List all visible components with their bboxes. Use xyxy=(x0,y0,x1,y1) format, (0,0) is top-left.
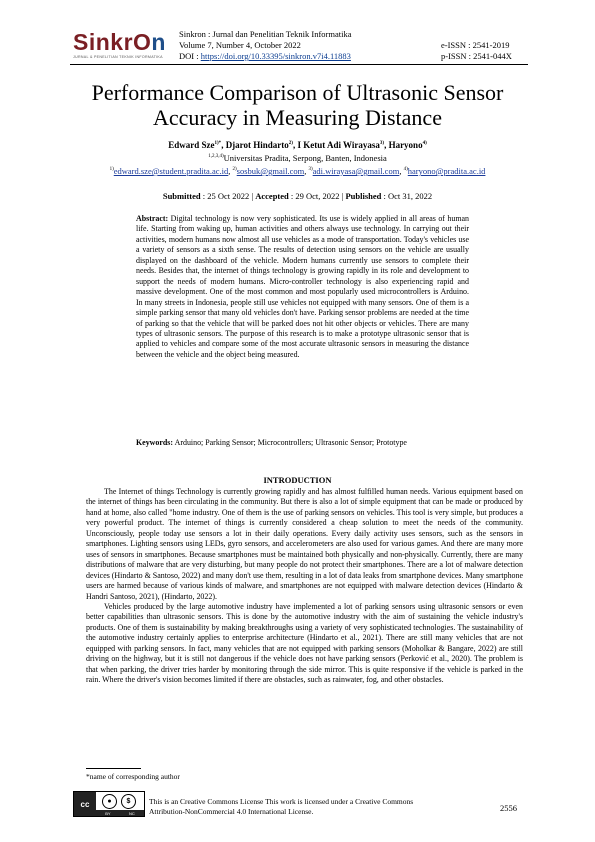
abstract xyxy=(136,214,469,360)
abstract-label: Abstract: xyxy=(136,214,169,223)
journal-name: Sinkron : Jurnal dan Penelitian Teknik Informatika xyxy=(179,29,352,39)
by-icon: ● xyxy=(102,794,117,809)
affiliation: $^{1,2,3,4)}$Universitas Pradita, Serpong, Banten, Indonesia xyxy=(208,153,387,163)
author-emails: $^{1)}$edward.sze@student.pradita.ac.id, $^{2)}$sosbuk@gmail.com, $^{3)}$adi.wirayasa@gmail.com, $^{4)}$haryono@pradita.ac.id xyxy=(109,166,486,176)
journal-doi: DOI : https://doi.org/10.33395/sinkron.v7i4.11883 xyxy=(179,51,351,61)
author-list: Edward Sze$^{1)*}$, Djarot Hindarto$^{2)}$, I Ketut Adi Wirayasa$^{3)}$, Haryono$^{4)}$ xyxy=(168,140,427,150)
email-link[interactable]: edward.sze@student.pradita.ac.id xyxy=(113,166,229,176)
journal-logo: SinkrOn xyxy=(73,29,166,55)
submission-dates: Submitted : 25 Oct 2022 | Accepted : 29 Oct, 2022 | Published : Oct 31, 2022 xyxy=(162,191,433,201)
nc-icon: $ xyxy=(121,794,136,809)
author: Haryono xyxy=(388,140,423,150)
footnote-rule xyxy=(86,768,141,769)
cc-badge: cc xyxy=(74,792,96,816)
keywords xyxy=(136,438,469,448)
author: I Ketut Adi Wirayasa xyxy=(297,140,380,150)
eissn: e-ISSN : 2541-2019 xyxy=(441,40,510,50)
author: Edward Sze xyxy=(168,140,215,150)
paragraph: The Internet of things Technology is currently growing rapidly and has almost fulfilled human needs. Various equipment based on the internet of things has been circulating in the community. But there is also a lot of simple equipment that can be made or produced by hand at home, also called "home industry. One of them is the use of parking sensors on vehicles. This tool is very simple, but produces a very powerful product. The internet of things is currently considered a cheap solution to meet the needs of the community. Unconsciously, people today use sensors a lot in their daily operations. Every daily activity uses sensors, such as the sensors in smartphones. Lighting sensors using LEDs, gyro sensors, and accelerometers are also used for various games. And there are many more uses of sensors in smartphones. Because smartphones must be maintained both physically and non-physically. Currently, there are many distributions of malware that are very disturbing, but many people do not protect their smartphones. There are a lot of malware detection devices (Hindarto & Santoso, 2022) and many don't use them, resulting in a lot of data leaks from smartphone devices. Many smartphone users are harmed because of various kinds of malware, and smartphones are not equipped with malware detection devices (Hindarto & Handri Santoso, 2021), (Hindarto, 2022). xyxy=(86,487,524,601)
pissn: p-ISSN : 2541-044X xyxy=(441,51,512,61)
section-heading: INTRODUCTION xyxy=(263,475,332,485)
email-link[interactable]: adi.wirayasa@gmail.com xyxy=(312,166,400,176)
cc-license-icon xyxy=(73,791,145,817)
footnote: *name of corresponding author xyxy=(86,772,180,781)
cc-bar: BY NC xyxy=(96,810,144,816)
email-link[interactable]: haryono@pradita.ac.id xyxy=(407,166,486,176)
abstract-text: Digital technology is now very sophisticated. Its use is widely applied in all areas of human life. Starting from waking up, human activities and others always use technology. In carrying out their activities, modern humans now almost all use vehicles as a mode of transportation. Today's vehicles use a variety of sensors as a sixth sense. The results of detection using sensors on the vehicle are usually displayed on the dashboard of the vehicle. Modern humans currently use sensors to complete their needs. Besides that, the internet of things technology is growing rapidly in its role and development to support the needs of modern humans. Micro-controller technology is also experiencing rapid and massive development. One of the most common and most popularly used microcontrollers is Arduino. In many streets in Indonesia, people still use vehicles not equipped with many sensors. One of them is a simple parking sensor that many old vehicles don't have. Parking sensor problems are needed at the time of parking so that the vehicle that will be parked does not hit other objects or vehicles. There are many types of ultrasonic sensors. The purpose of this research is to make a prototype ultrasonic sensor that is applied to vehicles and compare some of the most accurate ultrasonic sensors in measuring the distance between the vehicle and the object being measured. xyxy=(136,214,470,359)
paragraph: Vehicles produced by the large automotive industry have implemented a lot of parking sensors using ultrasonic sensors or even better capabilities than ultrasonic sensors. This is done by the automotive industry with the aim of sustaining the vehicle industry's products. One of them is sustainability by making breakthroughs using a variety of very sophisticated technologies. The sustainability of the automotive industry certainly applies to enterprise architecture (Hindarto et al., 2021). There are still many vehicles that are not equipped with parking sensors. In fact, many vehicles that are not equipped with parking sensors (Moholkar & Bangare, 2022) are still driving on the highway, but it is still not dangerous if the vehicle does not have parking sensors (Perković et al., 2020). The problem is that when parking, the driver tries harder by monitoring through the side mirror. This is quite responsive if the vehicle is parked in the rain. Where the driver's vision becomes limited if there are obstacles, such as rainwater, fog, and other obstacles. xyxy=(86,601,523,685)
introduction-body xyxy=(86,487,523,686)
page-number: 2556 xyxy=(500,803,517,813)
license-text: This is an Creative Commons License This work is licensed under a Creative Commons Attribution-NonCommercial 4.0 International License. xyxy=(149,797,414,816)
email-link[interactable]: sosbuk@gmail.com xyxy=(236,166,305,176)
keywords-label: Keywords: xyxy=(136,438,174,447)
journal-volume: Volume 7, Number 4, October 2022 xyxy=(179,40,301,50)
keywords-text: Arduino; Parking Sensor; Microcontrollers; Ultrasonic Sensor; Prototype xyxy=(174,438,407,447)
logo-tagline: JURNAL & PENELITIAN TEKNIK INFORMATIKA xyxy=(73,55,163,59)
doi-link[interactable]: https://doi.org/10.33395/sinkron.v7i4.11883 xyxy=(200,51,351,61)
author: Djarot Hindarto xyxy=(225,140,289,150)
paper-title: Performance Comparison of Ultrasonic Sensor Accuracy in Measuring Distance xyxy=(91,80,504,130)
header-rule xyxy=(70,64,528,65)
